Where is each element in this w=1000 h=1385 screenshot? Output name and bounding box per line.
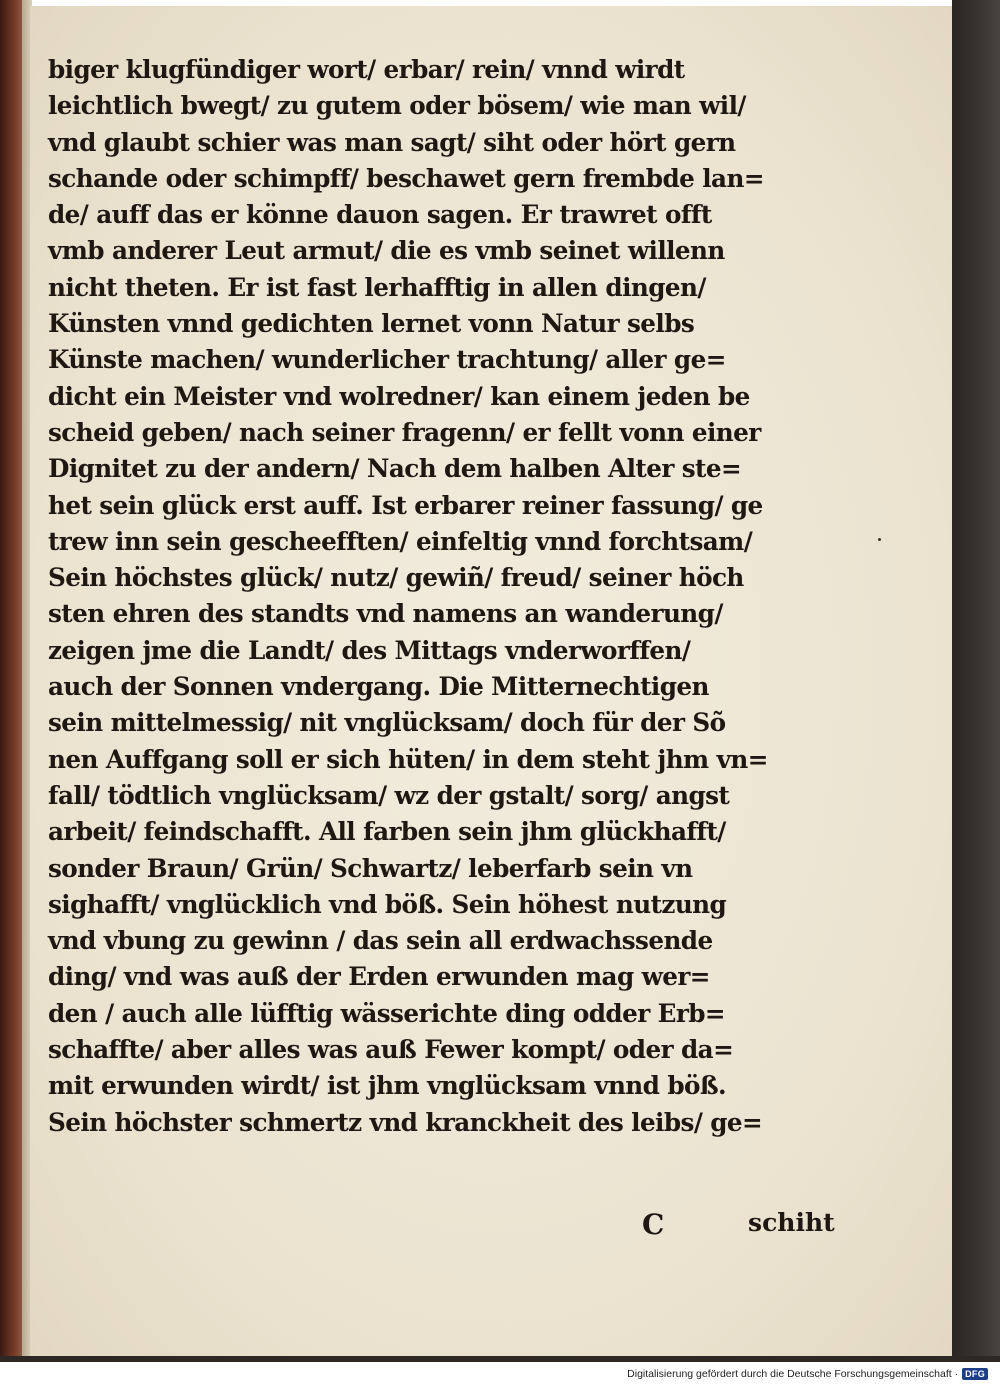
text-line: sonder Braun/ Grün/ Schwartz/ leberfarb sein vn [48,853,693,883]
text-line: vnd vbung zu gewinn / das sein all erdwachssende [48,926,713,956]
page-dark-edge [952,0,1000,1360]
text-line: Dignitet zu der andern/ Nach dem halben Alter ste= [48,454,742,484]
text-line: schaffte/ aber alles was auß Fewer kompt/ oder da= [48,1035,734,1065]
text-line: Künste machen/ wunderlicher trachtung/ aller ge= [48,345,726,375]
page-text [48,52,848,1141]
text-line: vnd glaubt schier was man sagt/ siht oder hört gern [48,127,736,157]
credit-text: Digitalisierung gefördert durch die Deutsche Forschungsgemeinschaft · [627,1368,959,1380]
book-binding [0,0,22,1360]
ink-speck [878,538,881,541]
text-line: dicht ein Meister vnd wolredner/ kan einem jeden be [48,381,750,411]
text-line: leichtlich bwegt/ zu gutem oder bösem/ wie man wil/ [48,91,746,121]
text-line: scheid geben/ nach seiner fragenn/ er fellt vonn einer [48,417,761,447]
catchword: schiht [748,1208,835,1237]
text-line: vmb anderer Leut armut/ die es vmb seinet willenn [48,236,725,266]
text-line: zeigen jme die Landt/ des Mittags vnderworffen/ [48,635,691,665]
text-line: nen Auffgang soll er sich hüten/ in dem steht jhm vn= [48,744,768,774]
text-line: Sein höchstes glück/ nutz/ gewiñ/ freud/ seiner höch [48,563,744,593]
text-line: sighafft/ vnglücklich vnd böß. Sein höhest nutzung [48,889,727,919]
text-line: auch der Sonnen vndergang. Die Mitternechtigen [48,672,709,702]
text-line: ding/ vnd was auß der Erden erwunden mag wer= [48,962,710,992]
page-footer-line [48,1208,848,1248]
text-line: arbeit/ feindschafft. All farben sein jhm glückhafft/ [48,817,726,847]
text-line: de/ auff das er könne dauon sagen. Er trawret offt [48,200,712,230]
text-line: biger klugfündiger wort/ erbar/ rein/ vnnd wirdt [48,55,685,84]
text-line: mit erwunden wirdt/ ist jhm vnglücksam vnnd böß. [48,1071,727,1101]
text-line: schande oder schimpff/ beschawet gern frembde lan= [48,163,764,193]
digitization-credit [627,1368,988,1380]
text-line: nicht theten. Er ist fast lerhafftig in allen dingen/ [48,272,706,302]
text-line: trew inn sein gescheefften/ einfeltig vnnd forchtsam/ [48,526,753,556]
text-line: den / auch alle lüfftig wässerichte ding odder Erb= [48,998,726,1028]
text-line: sein mittelmessig/ nit vnglücksam/ doch für der Sõ [48,708,726,738]
text-line: fall/ tödtlich vnglücksam/ wz der gstalt/ sorg/ angst [48,780,730,810]
text-line: het sein glück erst auff. Ist erbarer reiner fassung/ ge [48,490,763,520]
bottom-edge [0,1356,1000,1362]
text-line: sten ehren des standts vnd namens an wanderung/ [48,599,723,629]
text-line: Künsten vnnd gedichten lernet vonn Natur selbs [48,309,695,339]
text-line: Sein höchster schmertz vnd kranckheit des leibs/ ge= [48,1107,763,1137]
signature-mark: C [642,1208,665,1241]
dfg-logo: DFG [962,1368,988,1380]
